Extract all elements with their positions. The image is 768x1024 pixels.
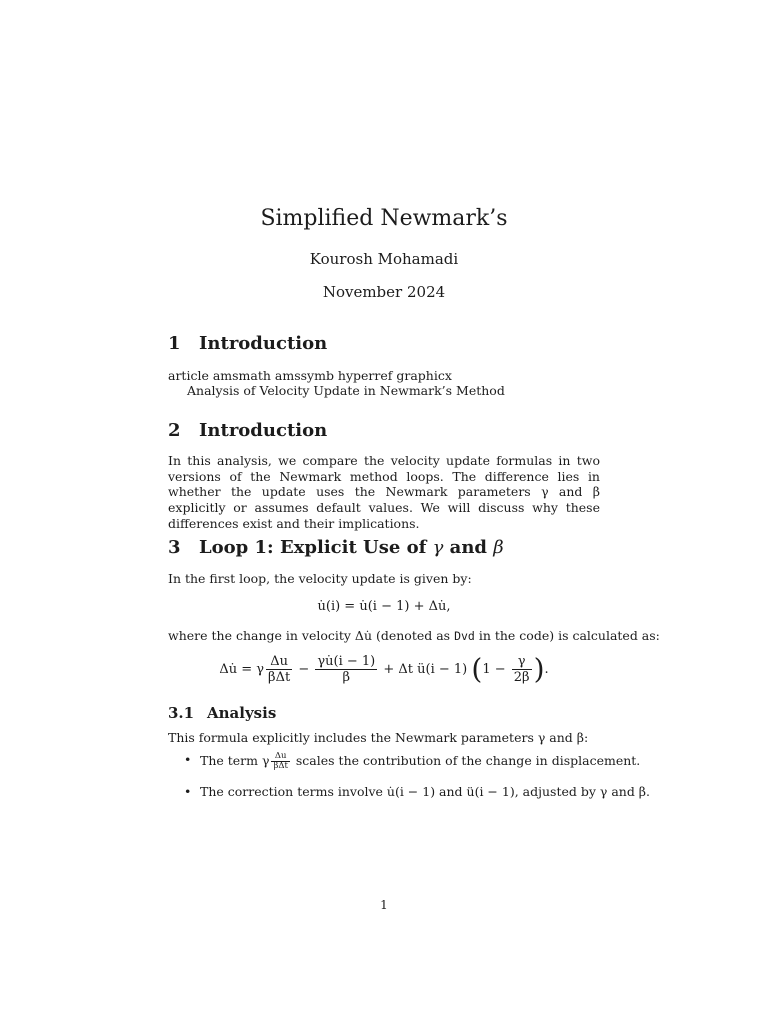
subsection-heading xyxy=(168,704,276,722)
section-heading-2 xyxy=(168,420,327,441)
eq-one-minus: 1 − xyxy=(482,662,510,677)
section-2-paragraph: In this analysis, we compare the velocity update formulas in two versions of the Newmark method loops. The difference lies in whether the update uses the Newmark parameters γ and β explicitly or assumes default values. We will discuss why these differences exist and their implications. xyxy=(168,453,600,531)
fraction-denominator: βΔt xyxy=(273,761,288,771)
section-title: Introduction xyxy=(199,333,328,354)
fraction-3 xyxy=(512,654,532,685)
fraction-numerator: γu̇(i − 1) xyxy=(317,654,376,669)
list-item xyxy=(184,784,650,799)
subsection-title: Analysis xyxy=(207,704,277,722)
section-number: 1 xyxy=(168,333,181,354)
bullet-2-text: The correction terms involve u̇(i − 1) and ü(i − 1), adjusted by γ and β. xyxy=(200,784,651,799)
analysis-bullet-list xyxy=(184,752,650,812)
section-title-and: and xyxy=(443,537,494,558)
fraction-1 xyxy=(266,654,292,685)
section-1-line-1: article amsmath amssymb hyperref graphicx xyxy=(168,368,452,383)
equation-velocity-update: u̇(i) = u̇(i − 1) + Δu̇, xyxy=(317,599,451,614)
subsection-intro: This formula explicitly includes the Newmark parameters γ and β: xyxy=(168,730,589,745)
fraction-denominator: β xyxy=(342,670,351,685)
paren-open: ( xyxy=(471,652,483,686)
bullet-1-pre: The term γ xyxy=(200,753,270,768)
section-3-intro: In the first loop, the velocity update is given by: xyxy=(168,571,472,586)
section-title: Loop 1: Explicit Use of xyxy=(199,537,433,558)
section-heading-1 xyxy=(168,333,327,354)
fraction-numerator: γ xyxy=(512,654,532,670)
explanation-pre: where the change in velocity Δu̇ (denoted as xyxy=(168,628,455,643)
section-1-line-2: Analysis of Velocity Update in Newmark’s Method xyxy=(187,383,505,398)
code-variable: Dvd xyxy=(454,629,475,643)
section-heading-3 xyxy=(168,537,504,558)
document-title: Simplified Newmark’s xyxy=(260,206,508,231)
subsection-number: 3.1 xyxy=(168,704,195,722)
equation-delta-velocity xyxy=(0,654,768,685)
section-title: Introduction xyxy=(199,420,328,441)
eq-lhs: Δu̇ = γ xyxy=(219,662,265,677)
eq-end: . xyxy=(544,662,549,677)
paren-close: ) xyxy=(533,652,545,686)
gamma-symbol: γ xyxy=(432,537,444,558)
explanation-post: in the code) is calculated as: xyxy=(474,628,660,643)
beta-symbol: β xyxy=(493,537,504,558)
fraction-numerator: Δu xyxy=(266,654,292,670)
eq-middle-term: + Δt ü(i − 1) xyxy=(379,662,468,677)
document-date: November 2024 xyxy=(322,283,446,301)
bullet-1-post: scales the contribution of the change in displacement. xyxy=(291,753,641,768)
section-number: 2 xyxy=(168,420,181,441)
eq-minus: − xyxy=(294,662,314,677)
section-number: 3 xyxy=(168,537,181,558)
fraction-numerator: Δu xyxy=(271,752,289,762)
section-3-explanation xyxy=(168,628,660,643)
fraction-denominator: βΔt xyxy=(268,670,291,685)
document-author: Kourosh Mohamadi xyxy=(309,250,459,268)
page-number: 1 xyxy=(380,898,388,912)
fraction-denominator: 2β xyxy=(513,670,530,685)
list-item xyxy=(184,752,650,771)
inline-fraction xyxy=(271,752,289,771)
fraction-2 xyxy=(315,654,377,685)
